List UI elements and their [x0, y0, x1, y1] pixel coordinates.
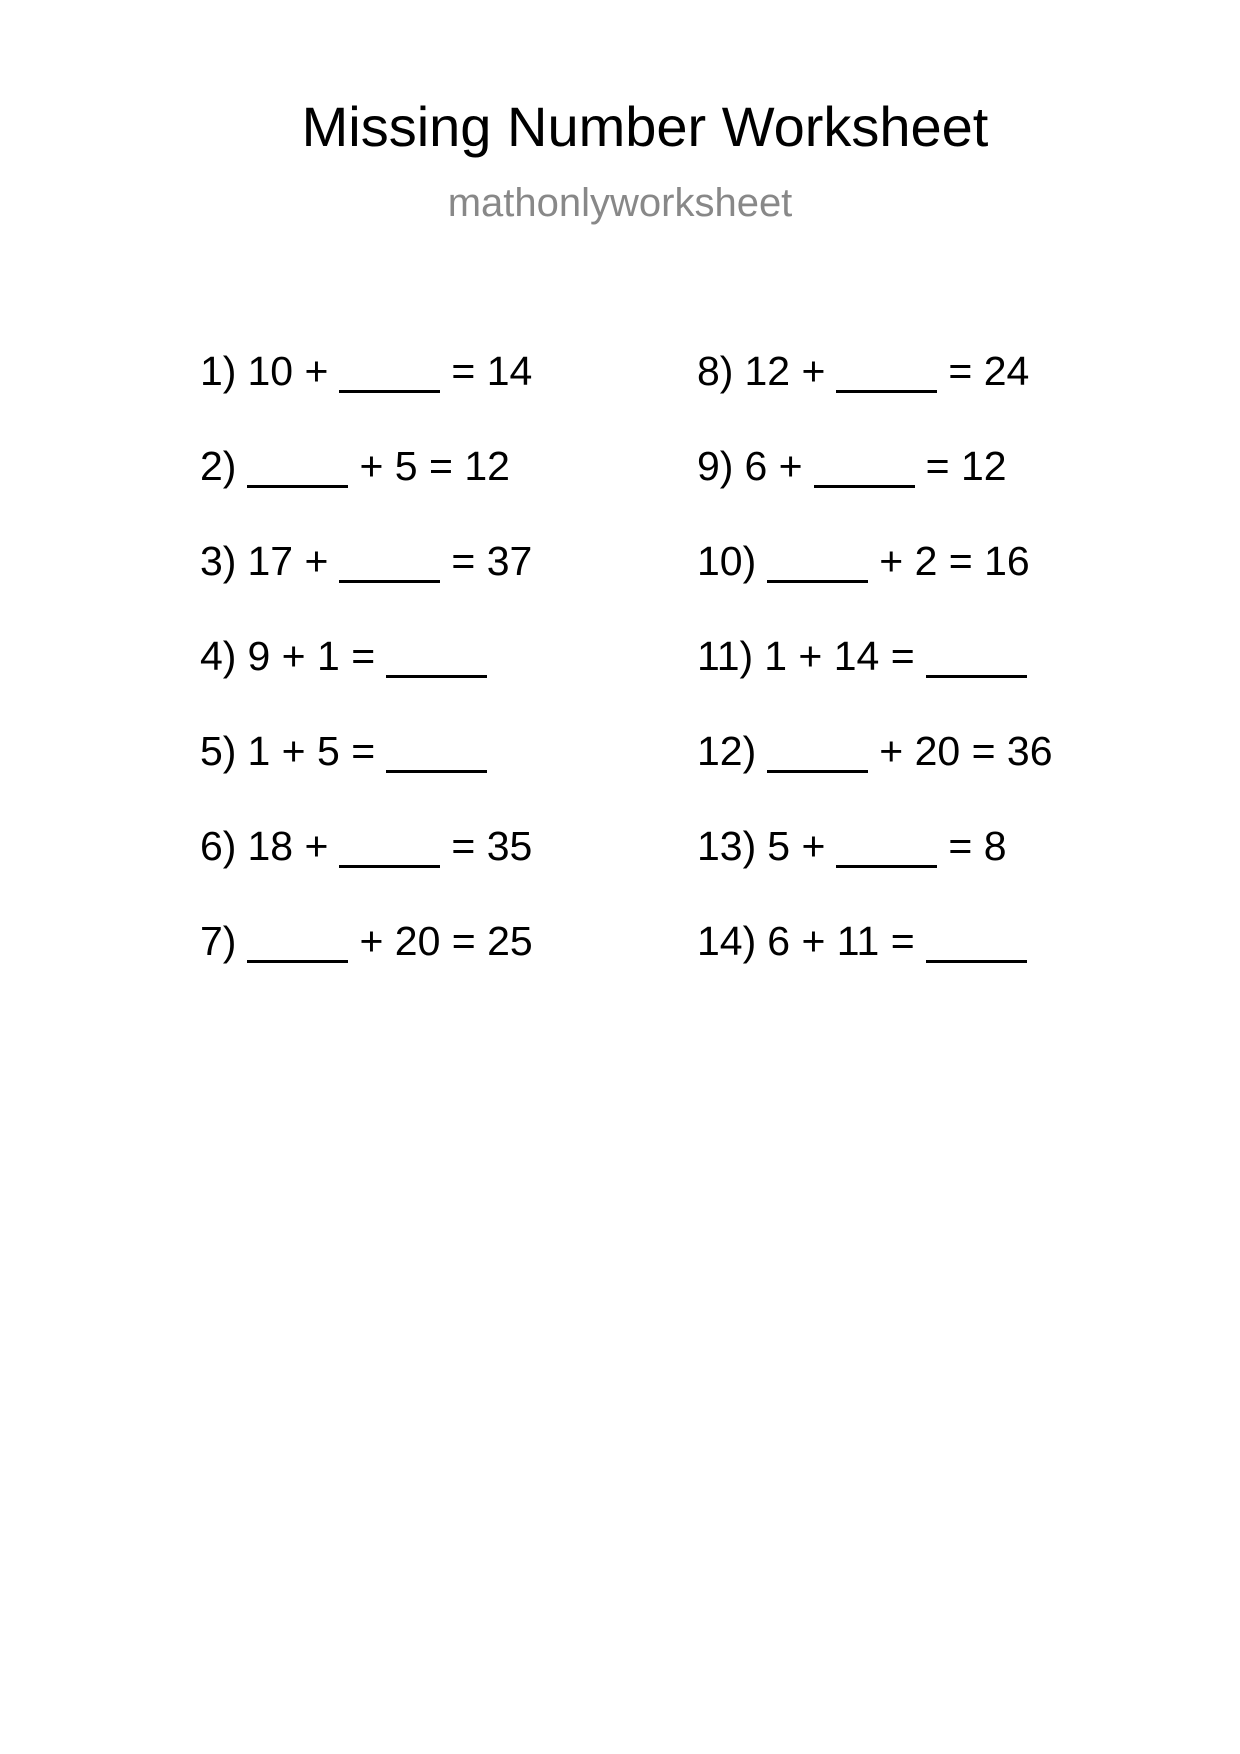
- equation-text: = 35: [451, 823, 533, 869]
- equation-text: 6 + 11 =: [767, 918, 915, 964]
- problem-row: [200, 916, 533, 1011]
- equation-text: 18 +: [247, 823, 329, 869]
- equation-text: 12 +: [744, 348, 826, 394]
- problem-number: 3): [200, 538, 237, 584]
- answer-blank[interactable]: [386, 730, 487, 773]
- equation-text: = 14: [451, 348, 533, 394]
- problem-row: [697, 916, 1053, 1011]
- answer-blank[interactable]: [767, 730, 868, 773]
- answer-blank[interactable]: [836, 350, 937, 393]
- problem-number: 5): [200, 728, 237, 774]
- equation-text: 5 +: [767, 823, 826, 869]
- problem-number: 8): [697, 348, 734, 394]
- problem-number: 9): [697, 443, 734, 489]
- answer-blank[interactable]: [814, 445, 915, 488]
- equation-text: = 24: [948, 348, 1030, 394]
- worksheet-subtitle: mathonlyworksheet: [447, 181, 793, 225]
- problem-number: 1): [200, 348, 237, 394]
- answer-blank[interactable]: [386, 635, 487, 678]
- problem-row: [697, 346, 1053, 441]
- problem-number: 12): [697, 728, 757, 774]
- answer-blank[interactable]: [836, 825, 937, 868]
- equation-text: 6 +: [744, 443, 803, 489]
- answer-blank[interactable]: [339, 825, 440, 868]
- problem-row: [200, 346, 533, 441]
- problem-row: [200, 726, 533, 821]
- equation-text: 17 +: [247, 538, 329, 584]
- answer-blank[interactable]: [339, 540, 440, 583]
- equation-text: = 8: [948, 823, 1007, 869]
- equation-text: + 5 = 12: [359, 443, 510, 489]
- problem-number: 13): [697, 823, 757, 869]
- answer-blank[interactable]: [767, 540, 868, 583]
- problem-column-right: [697, 346, 1053, 1011]
- answer-blank[interactable]: [339, 350, 440, 393]
- equation-text: 9 + 1 =: [247, 633, 376, 679]
- equation-text: 1 + 5 =: [247, 728, 376, 774]
- problem-row: [697, 631, 1053, 726]
- problem-number: 11): [697, 633, 754, 679]
- equation-text: + 20 = 25: [359, 918, 533, 964]
- problem-number: 10): [697, 538, 757, 584]
- problem-row: [200, 821, 533, 916]
- worksheet-title: Missing Number Worksheet: [301, 95, 989, 158]
- problem-row: [200, 536, 533, 631]
- equation-text: = 12: [925, 443, 1007, 489]
- answer-blank[interactable]: [247, 445, 348, 488]
- problem-number: 4): [200, 633, 237, 679]
- problem-number: 2): [200, 443, 237, 489]
- equation-text: = 37: [451, 538, 533, 584]
- equation-text: 10 +: [247, 348, 329, 394]
- answer-blank[interactable]: [926, 920, 1027, 963]
- problem-row: [697, 726, 1053, 821]
- equation-text: + 2 = 16: [879, 538, 1030, 584]
- problem-column-left: [200, 346, 533, 1011]
- problem-row: [200, 441, 533, 536]
- answer-blank[interactable]: [926, 635, 1027, 678]
- problem-number: 14): [697, 918, 757, 964]
- equation-text: 1 + 14 =: [764, 633, 915, 679]
- equation-text: + 20 = 36: [879, 728, 1053, 774]
- answer-blank[interactable]: [247, 920, 348, 963]
- problem-number: 6): [200, 823, 237, 869]
- problem-row: [697, 441, 1053, 536]
- problem-row: [200, 631, 533, 726]
- problem-number: 7): [200, 918, 237, 964]
- problem-row: [697, 536, 1053, 631]
- problem-row: [697, 821, 1053, 916]
